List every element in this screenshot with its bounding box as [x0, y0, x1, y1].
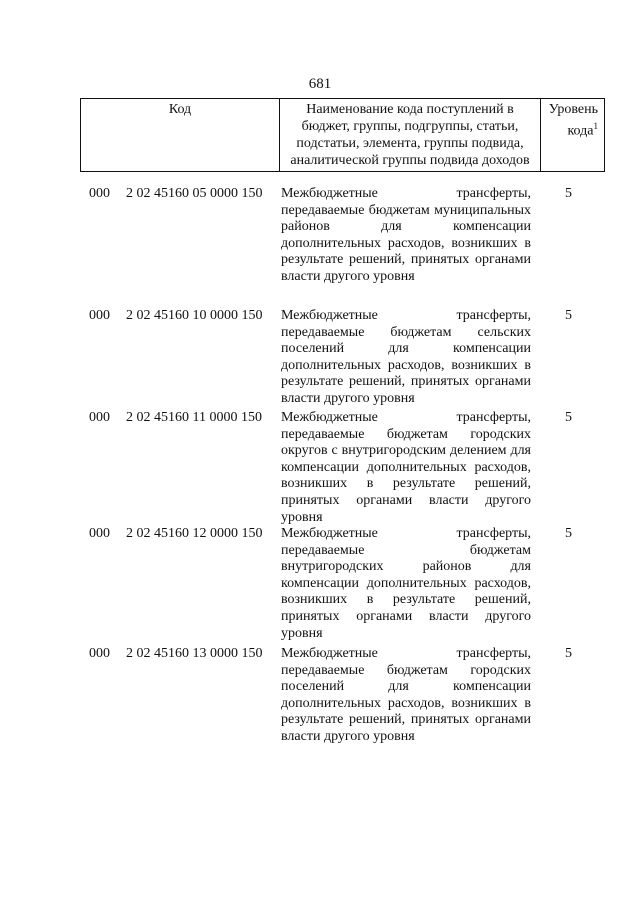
- row-admin-code: 000: [89, 186, 110, 201]
- table-header: [80, 98, 605, 172]
- row-level: 5: [565, 410, 572, 425]
- row-level: 5: [565, 526, 572, 541]
- row-name: Межбюджетные трансферты, передаваемые бюджетам сельских поселений для компенсации дополнительных расходов, возникших в результате решений, принятых органами власти другого уровня: [281, 308, 531, 406]
- row-revenue-code: 2 02 45160 11 0000 150: [126, 410, 262, 425]
- header-level-cell: [541, 99, 605, 172]
- table-row: [0, 308, 640, 410]
- row-name: Межбюджетные трансферты, передаваемые бюджетам муниципальных районов для компенсации дополнительных расходов, возникших в результате решений, принятых органами власти другого уровня: [281, 186, 531, 284]
- header-level-footnote: 1: [593, 121, 598, 131]
- row-level: 5: [565, 646, 572, 661]
- header-level: Уровень кода: [548, 102, 598, 139]
- row-level: 5: [565, 186, 572, 201]
- row-name: Межбюджетные трансферты, передаваемые бюджетам внутригородских районов для компенсации дополнительных расходов, возникших в результате решений, принятых органами власти другого уровня: [281, 526, 531, 641]
- header-code: Код: [81, 99, 280, 172]
- row-admin-code: 000: [89, 526, 110, 541]
- row-revenue-code: 2 02 45160 13 0000 150: [126, 646, 263, 661]
- row-revenue-code: 2 02 45160 10 0000 150: [126, 308, 263, 323]
- row-level: 5: [565, 308, 572, 323]
- table-row: [0, 186, 640, 308]
- header-name: Наименование кода поступлений в бюджет, группы, подгруппы, статьи, подстатьи, элемента, группы подвида, аналитической группы подвида доходов: [280, 99, 541, 172]
- row-name: Межбюджетные трансферты, передаваемые бюджетам городских округов с внутригородским делением для компенсации дополнительных расходов, возникших в результате решений, принятых органами власти другого уровня: [281, 410, 531, 525]
- row-revenue-code: 2 02 45160 05 0000 150: [126, 186, 263, 201]
- table-row: [0, 526, 640, 646]
- table-row: [0, 410, 640, 526]
- table-body: [0, 186, 640, 748]
- row-admin-code: 000: [89, 308, 110, 323]
- table-row: [0, 646, 640, 748]
- row-name: Межбюджетные трансферты, передаваемые бюджетам городских поселений для компенсации дополнительных расходов, возникших в результате решений, принятых органами власти другого уровня: [281, 646, 531, 744]
- page-number: 681: [308, 76, 332, 92]
- row-admin-code: 000: [89, 410, 110, 425]
- row-admin-code: 000: [89, 646, 110, 661]
- row-revenue-code: 2 02 45160 12 0000 150: [126, 526, 263, 541]
